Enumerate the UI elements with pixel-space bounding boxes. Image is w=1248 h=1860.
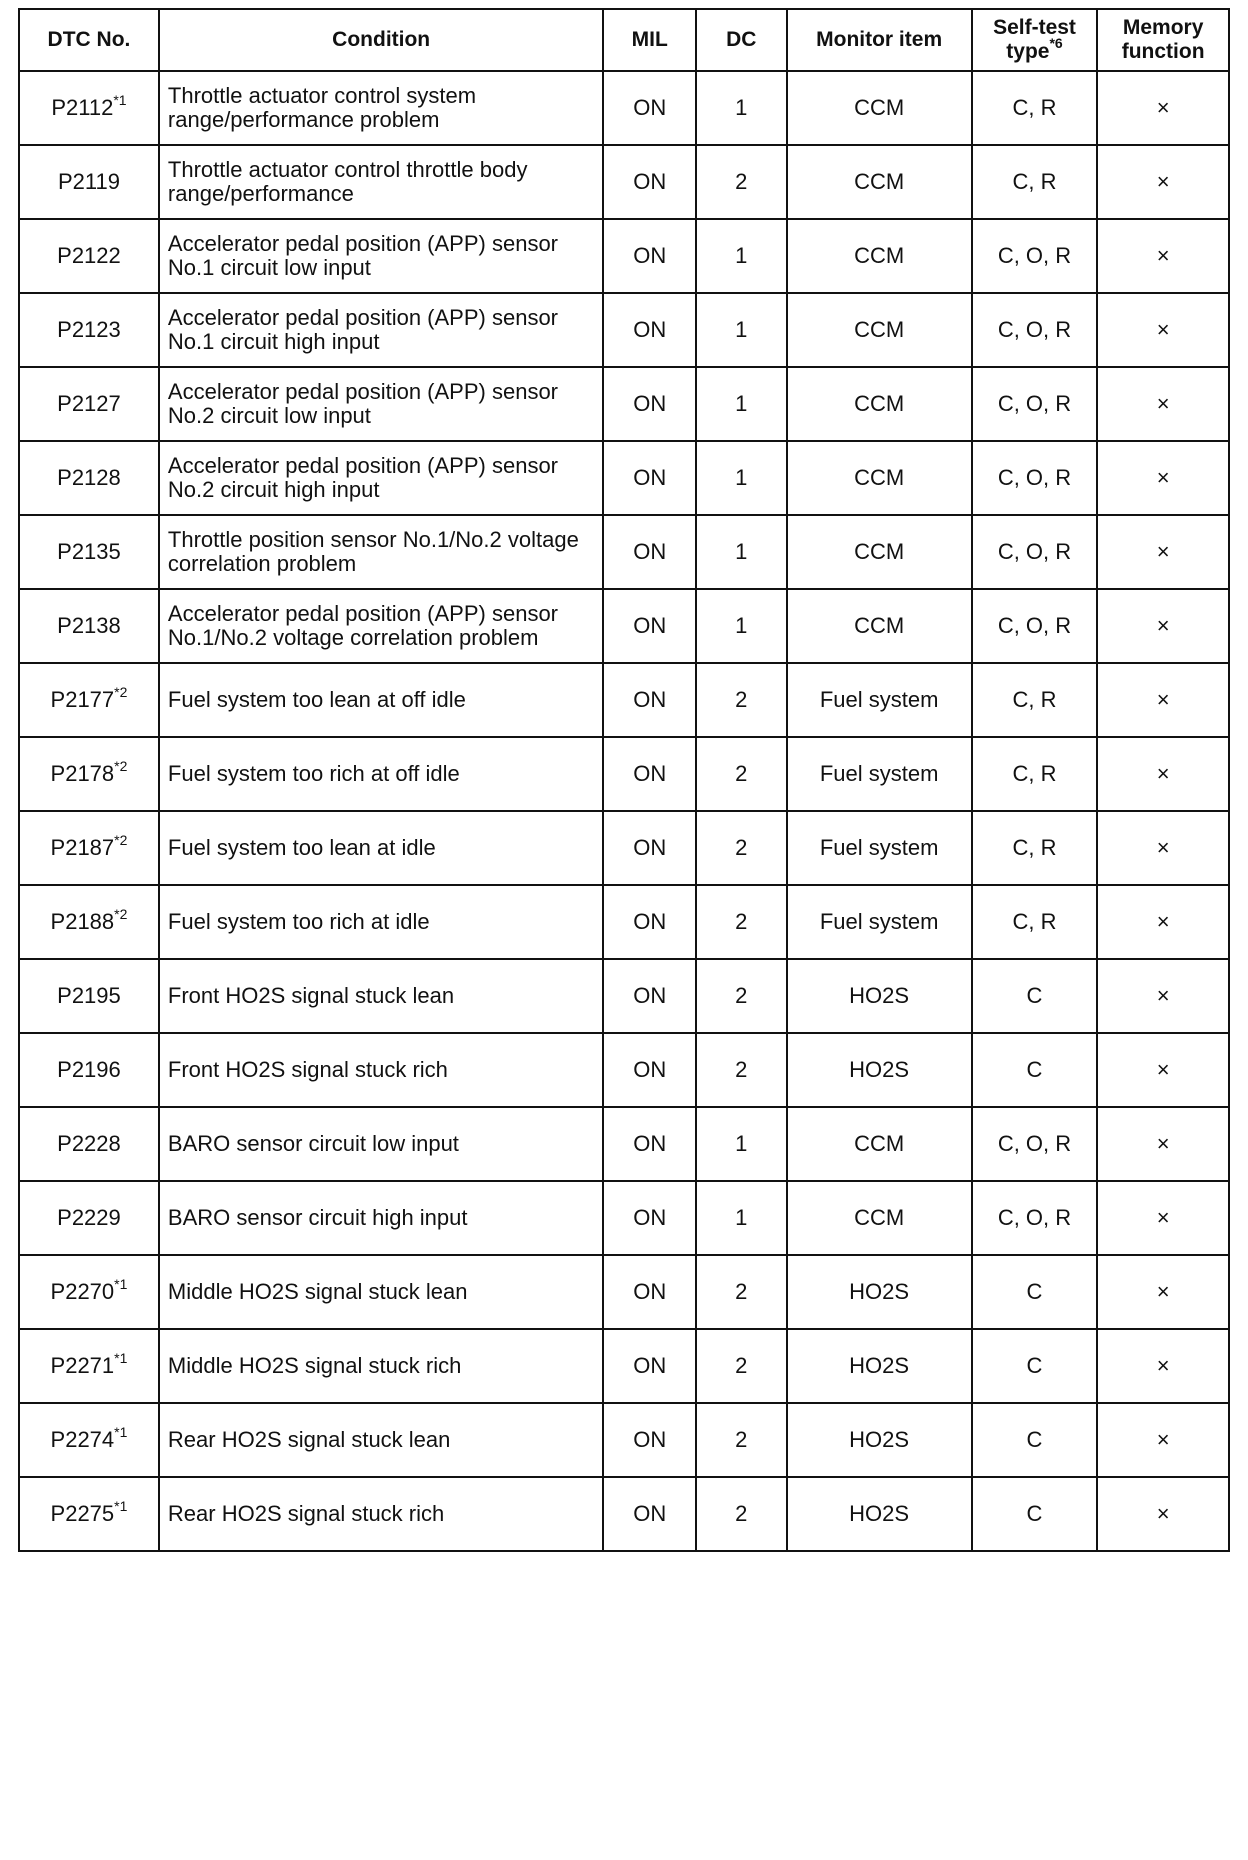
dtc-code: P2274 <box>50 1427 115 1452</box>
header-row <box>19 9 1229 71</box>
dtc-footnote: *2 <box>114 905 128 922</box>
table-row <box>19 441 1229 515</box>
table-row <box>19 515 1229 589</box>
cell-dtc <box>19 1033 159 1107</box>
cell-mil: ON <box>603 71 696 145</box>
dtc-footnote: *1 <box>114 1275 128 1292</box>
cell-dtc <box>19 367 159 441</box>
cell-monitor: HO2S <box>787 1477 972 1551</box>
table-row <box>19 1477 1229 1551</box>
dtc-footnote: *1 <box>114 1497 128 1514</box>
cell-dtc <box>19 663 159 737</box>
cell-condition: Accelerator pedal position (APP) sensor No.2 circuit low input <box>159 367 603 441</box>
dtc-code: P2122 <box>57 243 121 268</box>
cell-mil: ON <box>603 515 696 589</box>
cell-selftest: C, O, R <box>972 1181 1098 1255</box>
cell-condition: BARO sensor circuit low input <box>159 1107 603 1181</box>
table-row <box>19 737 1229 811</box>
cell-dtc <box>19 1181 159 1255</box>
cell-condition: Rear HO2S signal stuck lean <box>159 1403 603 1477</box>
cell-monitor: CCM <box>787 367 972 441</box>
cell-mil: ON <box>603 145 696 219</box>
cell-mil: ON <box>603 1255 696 1329</box>
cell-monitor: Fuel system <box>787 811 972 885</box>
cell-dtc <box>19 1329 159 1403</box>
header-selftest-note: *6 <box>1049 35 1063 51</box>
cell-monitor: HO2S <box>787 1033 972 1107</box>
cell-dtc <box>19 1403 159 1477</box>
cell-memory: × <box>1097 1329 1229 1403</box>
header-monitor: Monitor item <box>787 9 972 71</box>
dtc-code: P2228 <box>57 1131 121 1156</box>
cell-selftest: C, O, R <box>972 589 1098 663</box>
dtc-code: P2188 <box>50 909 115 934</box>
header-dtc: DTC No. <box>19 9 159 71</box>
cell-dc: 1 <box>696 515 787 589</box>
cell-condition: BARO sensor circuit high input <box>159 1181 603 1255</box>
cell-dc: 2 <box>696 145 787 219</box>
cell-mil: ON <box>603 219 696 293</box>
dtc-code: P2112 <box>51 95 114 120</box>
cell-condition: Middle HO2S signal stuck lean <box>159 1255 603 1329</box>
cell-dtc <box>19 737 159 811</box>
cell-mil: ON <box>603 1329 696 1403</box>
cell-dc: 2 <box>696 663 787 737</box>
cell-dtc <box>19 1477 159 1551</box>
cell-monitor: Fuel system <box>787 885 972 959</box>
cell-memory: × <box>1097 1181 1229 1255</box>
cell-monitor: CCM <box>787 1107 972 1181</box>
cell-monitor: CCM <box>787 293 972 367</box>
cell-mil: ON <box>603 1403 696 1477</box>
table-row <box>19 1181 1229 1255</box>
cell-dtc <box>19 885 159 959</box>
cell-mil: ON <box>603 1107 696 1181</box>
cell-mil: ON <box>603 811 696 885</box>
header-memory-line2: function <box>1121 40 1205 63</box>
dtc-footnote: *2 <box>114 683 128 700</box>
cell-selftest: C <box>972 1403 1098 1477</box>
table-row <box>19 145 1229 219</box>
cell-dtc <box>19 1107 159 1181</box>
cell-dtc <box>19 441 159 515</box>
cell-mil: ON <box>603 293 696 367</box>
table-row <box>19 1329 1229 1403</box>
cell-memory: × <box>1097 515 1229 589</box>
cell-condition: Rear HO2S signal stuck rich <box>159 1477 603 1551</box>
cell-dc: 1 <box>696 219 787 293</box>
cell-memory: × <box>1097 811 1229 885</box>
table-row <box>19 589 1229 663</box>
cell-dc: 1 <box>696 367 787 441</box>
cell-memory: × <box>1097 367 1229 441</box>
cell-selftest: C, O, R <box>972 219 1098 293</box>
cell-condition: Fuel system too rich at idle <box>159 885 603 959</box>
cell-memory: × <box>1097 589 1229 663</box>
dtc-code: P2119 <box>57 169 120 194</box>
cell-condition: Throttle actuator control system range/performance problem <box>159 71 603 145</box>
cell-dtc <box>19 219 159 293</box>
dtc-code: P2229 <box>57 1205 121 1230</box>
cell-dc: 1 <box>696 589 787 663</box>
dtc-code: P2195 <box>57 983 121 1008</box>
dtc-footnote: *1 <box>114 1349 128 1366</box>
cell-memory: × <box>1097 1477 1229 1551</box>
cell-mil: ON <box>603 1477 696 1551</box>
cell-selftest: C, R <box>972 885 1098 959</box>
cell-condition: Fuel system too lean at idle <box>159 811 603 885</box>
cell-dc: 1 <box>696 1181 787 1255</box>
cell-selftest: C, R <box>972 663 1098 737</box>
cell-dc: 1 <box>696 441 787 515</box>
dtc-code: P2123 <box>57 317 121 342</box>
table-row <box>19 959 1229 1033</box>
table-body <box>19 71 1229 1551</box>
header-selftest <box>972 9 1098 71</box>
cell-mil: ON <box>603 885 696 959</box>
cell-selftest: C <box>972 1329 1098 1403</box>
cell-mil: ON <box>603 663 696 737</box>
dtc-code: P2138 <box>57 613 121 638</box>
cell-selftest: C, O, R <box>972 515 1098 589</box>
table-row <box>19 367 1229 441</box>
dtc-footnote: *2 <box>114 831 128 848</box>
dtc-code: P2187 <box>50 835 115 860</box>
cell-dtc <box>19 71 159 145</box>
cell-selftest: C <box>972 1255 1098 1329</box>
table-row <box>19 1033 1229 1107</box>
dtc-code: P2275 <box>50 1501 115 1526</box>
cell-memory: × <box>1097 1033 1229 1107</box>
cell-condition: Accelerator pedal position (APP) sensor No.1 circuit high input <box>159 293 603 367</box>
cell-memory: × <box>1097 71 1229 145</box>
table-row <box>19 1107 1229 1181</box>
cell-memory: × <box>1097 663 1229 737</box>
cell-dc: 2 <box>696 959 787 1033</box>
cell-mil: ON <box>603 589 696 663</box>
cell-selftest: C, O, R <box>972 1107 1098 1181</box>
cell-monitor: CCM <box>787 589 972 663</box>
table-row <box>19 811 1229 885</box>
table-row <box>19 219 1229 293</box>
dtc-footnote: *2 <box>114 757 128 774</box>
header-memory-line1: Memory <box>1122 16 1204 39</box>
cell-condition: Front HO2S signal stuck rich <box>159 1033 603 1107</box>
dtc-table <box>18 8 1230 1552</box>
cell-selftest: C <box>972 1033 1098 1107</box>
header-selftest-label: Self-test type <box>993 16 1076 63</box>
cell-dc: 1 <box>696 293 787 367</box>
cell-selftest: C, O, R <box>972 367 1098 441</box>
dtc-code: P2135 <box>57 539 121 564</box>
cell-monitor: Fuel system <box>787 663 972 737</box>
cell-monitor: CCM <box>787 515 972 589</box>
cell-memory: × <box>1097 959 1229 1033</box>
cell-selftest: C, R <box>972 737 1098 811</box>
dtc-footnote: *1 <box>114 1423 128 1440</box>
cell-monitor: CCM <box>787 71 972 145</box>
cell-condition: Front HO2S signal stuck lean <box>159 959 603 1033</box>
cell-condition: Throttle position sensor No.1/No.2 voltage correlation problem <box>159 515 603 589</box>
cell-dc: 2 <box>696 737 787 811</box>
cell-memory: × <box>1097 1255 1229 1329</box>
dtc-code: P2196 <box>57 1057 121 1082</box>
cell-monitor: CCM <box>787 145 972 219</box>
header-memory <box>1097 9 1229 71</box>
cell-dtc <box>19 811 159 885</box>
cell-dtc <box>19 515 159 589</box>
cell-selftest: C, R <box>972 71 1098 145</box>
cell-monitor: CCM <box>787 219 972 293</box>
cell-dtc <box>19 589 159 663</box>
cell-dtc <box>19 293 159 367</box>
cell-selftest: C, R <box>972 811 1098 885</box>
cell-dc: 2 <box>696 811 787 885</box>
cell-memory: × <box>1097 737 1229 811</box>
table-row <box>19 663 1229 737</box>
cell-memory: × <box>1097 293 1229 367</box>
cell-mil: ON <box>603 1181 696 1255</box>
cell-memory: × <box>1097 885 1229 959</box>
dtc-code: P2270 <box>50 1279 115 1304</box>
cell-dc: 1 <box>696 1107 787 1181</box>
cell-dtc <box>19 1255 159 1329</box>
cell-dc: 2 <box>696 1033 787 1107</box>
cell-condition: Accelerator pedal position (APP) sensor No.1 circuit low input <box>159 219 603 293</box>
cell-selftest: C <box>972 959 1098 1033</box>
cell-mil: ON <box>603 1033 696 1107</box>
cell-condition: Accelerator pedal position (APP) sensor No.1/No.2 voltage correlation problem <box>159 589 603 663</box>
header-mil: MIL <box>603 9 696 71</box>
cell-monitor: HO2S <box>787 959 972 1033</box>
table-row <box>19 71 1229 145</box>
cell-dtc <box>19 145 159 219</box>
cell-monitor: HO2S <box>787 1403 972 1477</box>
cell-condition: Fuel system too rich at off idle <box>159 737 603 811</box>
cell-selftest: C, O, R <box>972 293 1098 367</box>
cell-condition: Throttle actuator control throttle body range/performance <box>159 145 603 219</box>
cell-monitor: CCM <box>787 441 972 515</box>
table-row <box>19 1403 1229 1477</box>
cell-memory: × <box>1097 1403 1229 1477</box>
cell-dc: 2 <box>696 1403 787 1477</box>
table-row <box>19 1255 1229 1329</box>
cell-condition: Accelerator pedal position (APP) sensor No.2 circuit high input <box>159 441 603 515</box>
header-dc: DC <box>696 9 787 71</box>
cell-mil: ON <box>603 737 696 811</box>
cell-memory: × <box>1097 219 1229 293</box>
cell-selftest: C <box>972 1477 1098 1551</box>
cell-mil: ON <box>603 959 696 1033</box>
dtc-code: P2128 <box>57 465 121 490</box>
cell-dc: 2 <box>696 885 787 959</box>
dtc-code: P2127 <box>57 391 121 416</box>
header-condition: Condition <box>159 9 603 71</box>
cell-memory: × <box>1097 1107 1229 1181</box>
cell-monitor: HO2S <box>787 1329 972 1403</box>
cell-memory: × <box>1097 145 1229 219</box>
cell-mil: ON <box>603 367 696 441</box>
cell-memory: × <box>1097 441 1229 515</box>
cell-dc: 1 <box>696 71 787 145</box>
cell-mil: ON <box>603 441 696 515</box>
cell-selftest: C, O, R <box>972 441 1098 515</box>
cell-dtc <box>19 959 159 1033</box>
dtc-code: P2177 <box>50 687 115 712</box>
dtc-footnote: *1 <box>113 91 127 108</box>
cell-selftest: C, R <box>972 145 1098 219</box>
cell-dc: 2 <box>696 1329 787 1403</box>
table-row <box>19 293 1229 367</box>
cell-condition: Fuel system too lean at off idle <box>159 663 603 737</box>
dtc-code: P2178 <box>50 761 115 786</box>
cell-dc: 2 <box>696 1477 787 1551</box>
cell-dc: 2 <box>696 1255 787 1329</box>
table-row <box>19 885 1229 959</box>
cell-monitor: Fuel system <box>787 737 972 811</box>
cell-monitor: CCM <box>787 1181 972 1255</box>
cell-monitor: HO2S <box>787 1255 972 1329</box>
cell-condition: Middle HO2S signal stuck rich <box>159 1329 603 1403</box>
dtc-code: P2271 <box>50 1353 115 1378</box>
